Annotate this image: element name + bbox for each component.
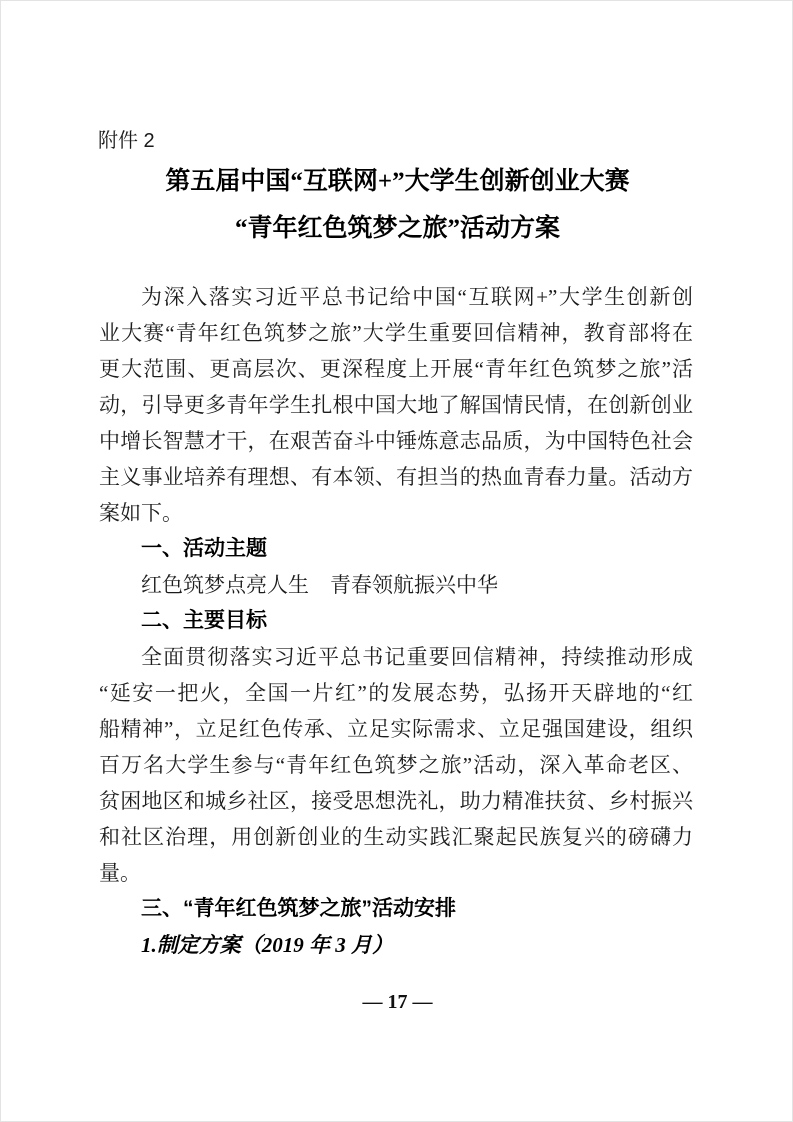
document-title xyxy=(1,158,793,252)
section-3-heading: 三、“青年红色筑梦之旅”活动安排 xyxy=(141,897,456,920)
paragraph-line: 案如下。 xyxy=(99,501,183,525)
section-2-heading: 二、主要目标 xyxy=(141,609,267,632)
paragraph-line: 主义事业培养有理想、有本领、有担当的热血青春力量。活动方 xyxy=(99,465,693,489)
paragraph-line: 全面贯彻落实习近平总书记重要回信精神，持续推动形成 xyxy=(141,645,693,669)
paragraph-line: 中增长智慧才干，在艰苦奋斗中锤炼意志品质，为中国特色社会 xyxy=(99,429,693,453)
paragraph-line: 和社区治理，用创新创业的生动实践汇聚起民族复兴的磅礴力 xyxy=(99,825,693,849)
paragraph-line: 量。 xyxy=(99,861,141,885)
paragraph-line: 为深入落实习近平总书记给中国“互联网+”大学生创新创 xyxy=(141,285,693,309)
page-number: — 17 — xyxy=(362,991,433,1013)
paragraph-line: 更大范围、更高层次、更深程度上开展“青年红色筑梦之旅”活 xyxy=(99,357,693,381)
section-3-item-1: 1.制定方案（2019 年 3 月） xyxy=(141,933,393,957)
paragraph-2 xyxy=(99,639,693,891)
paragraph-line: 动，引导更多青年学生扎根中国大地了解国情民情，在创新创业 xyxy=(99,393,693,417)
paragraph-line: 贫困地区和城乡社区，接受思想洗礼，助力精准扶贫、乡村振兴 xyxy=(99,789,693,813)
section-1-heading: 一、活动主题 xyxy=(141,537,267,560)
paragraph-1 xyxy=(99,279,693,531)
paragraph-line: 船精神”，立足红色传承、立足实际需求、立足强国建设，组织 xyxy=(99,717,693,741)
theme-line: 红色筑梦点亮人生 青春领航振兴中华 xyxy=(141,573,498,597)
paragraph-line: 业大赛“青年红色筑梦之旅”大学生重要回信精神，教育部将在 xyxy=(99,321,693,345)
title-line-2: “青年红色筑梦之旅”活动方案 xyxy=(234,215,560,242)
document-body xyxy=(99,279,693,963)
paragraph-line: “延安一把火，全国一片红”的发展态势，弘扬开天辟地的“红 xyxy=(99,681,693,705)
title-line-1: 第五届中国“互联网+”大学生创新创业大赛 xyxy=(165,168,630,195)
paragraph-line: 百万名大学生参与“青年红色筑梦之旅”活动，深入革命老区、 xyxy=(99,753,693,777)
attachment-label: 附件 2 xyxy=(98,130,155,152)
